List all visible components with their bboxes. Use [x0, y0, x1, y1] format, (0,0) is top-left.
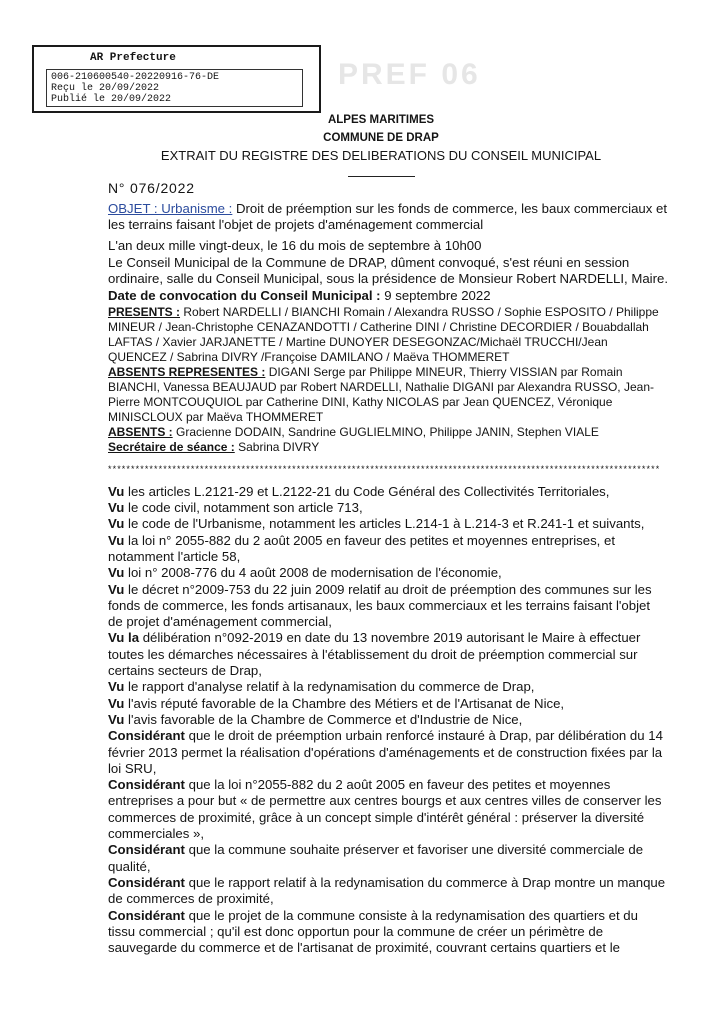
clause-text: que le rapport relatif à la redynamisation du commerce à Drap montre un manque de commerces de proximité,	[108, 874, 666, 907]
clause-text: que le droit de préemption urbain renforcé instauré à Drap, par délibération du 14 février 2013 permet la réalisation d'opérations d'aménagements et de construction fixées par la loi SRU,	[108, 728, 663, 776]
session-date-line: L'an deux mille vingt-deux, le 16 du mois de septembre à 10h00	[108, 238, 482, 253]
clause-text: la loi n° 2055-882 du 2 août 2005 en faveur des petites et moyennes entreprises, et notamment l'article 58,	[108, 532, 615, 564]
prefecture-box-title: AR Prefecture	[90, 52, 176, 64]
absents-line	[108, 425, 668, 440]
convocation-line	[108, 288, 668, 305]
clause-lead: Considérant	[108, 874, 185, 890]
clause-text: le code de l'Urbanisme, notamment les articles L.214-1 à L.214-3 et R.241-1 et suivants,	[128, 516, 645, 532]
absents-label: ABSENTS :	[108, 424, 173, 439]
clause-paragraph	[108, 484, 668, 500]
clause-text: que le projet de la commune consiste à la redynamisation des quartiers et du tissu commercial ; qu'il est donc opportun pour la commune de créer un périmètre de sauvegarde du commerce et de l'artisanat de proximité, couvrant certains quartiers et le	[108, 907, 638, 956]
department-title: ALPES MARITIMES	[327, 114, 435, 126]
clause-paragraph	[108, 712, 668, 728]
clause-paragraph	[108, 842, 668, 875]
clause-lead: Vu	[108, 581, 125, 597]
prefecture-published-line: Publié le 20/09/2022	[51, 94, 172, 105]
convocation-value: 9 septembre 2022	[384, 288, 491, 304]
objet-paragraph	[108, 201, 668, 233]
clause-paragraph	[108, 533, 668, 566]
clause-text: le code civil, notamment son article 713,	[128, 500, 363, 516]
register-title: EXTRAIT DU REGISTRE DES DELIBERATIONS DU CONSEIL MUNICIPAL	[160, 148, 602, 163]
clause-paragraph	[108, 516, 668, 532]
objet-text: Droit de préemption sur les fonds de commerce, les baux commerciaux et les terrains faisant l'objet de projets d'aménagement commercial	[108, 201, 667, 232]
clause-paragraph	[108, 582, 668, 631]
clause-text: que la loi n°2055-882 du 2 août 2005 en faveur des petites et moyennes entreprises a pour but « de permettre aux centres bourgs et aux centres villes de conserver les commerces de proximité, grâce à un concept simple d'intérêt général : préserver la diversité commerciales »,	[108, 777, 662, 842]
clause-lead: Vu	[108, 516, 125, 532]
session-description: Le Conseil Municipal de la Commune de DRAP, dûment convoqué, s'est réuni en session ordinaire, salle du Conseil Municipal, sous la présidence de Monsieur Robert NARDELLI, Maire.	[108, 254, 669, 287]
prefecture-stamp: PREF 06	[338, 58, 481, 91]
clause-paragraph	[108, 777, 668, 842]
absents-representes-label: ABSENTS REPRESENTES :	[108, 364, 266, 379]
clause-lead: Considérant	[108, 777, 185, 793]
clause-paragraph	[108, 696, 668, 712]
clause-paragraph	[108, 565, 668, 581]
clause-lead: Vu	[108, 695, 125, 711]
secretaire-line	[108, 440, 668, 455]
secretaire-value: Sabrina DIVRY	[238, 439, 320, 454]
clauses-list	[108, 484, 668, 957]
clause-text: l'avis réputé favorable de la Chambre des Métiers et de l'Artisanat de Nice,	[128, 695, 565, 711]
asterisk-separator: ************************************************************************************************************************	[108, 463, 661, 474]
clause-paragraph	[108, 500, 668, 516]
presents-label: PRESENTS :	[108, 304, 181, 319]
prefecture-acknowledgment-box	[32, 45, 321, 113]
clause-lead: Considérant	[108, 728, 185, 744]
header-divider	[348, 176, 415, 177]
clause-text: délibération n°092-2019 en date du 13 novembre 2019 autorisant le Maire à effectuer toutes les démarches nécessaires à l'établissement du droit de préemption commercial sur certains secteurs de Drap,	[108, 630, 641, 679]
presents-line	[108, 305, 668, 365]
clause-lead: Considérant	[108, 842, 185, 858]
absents-value: Gracienne DODAIN, Sandrine GUGLIELMINO, Philippe JANIN, Stephen VIALE	[176, 424, 599, 439]
clause-lead: Vu	[108, 679, 125, 695]
clause-lead: Vu	[108, 532, 125, 548]
clause-paragraph	[108, 728, 668, 777]
clause-paragraph	[108, 908, 668, 957]
clause-text: les articles L.2121-29 et L.2122-21 du Code Général des Collectivités Territoriales,	[128, 483, 610, 499]
absents-representes-line	[108, 365, 668, 425]
commune-title: COMMUNE DE DRAP	[323, 132, 439, 144]
clause-lead: Considérant	[108, 907, 185, 923]
clause-text: le décret n°2009-753 du 22 juin 2009 relatif au droit de préemption des communes sur les fonds de commerce, les fonds artisanaux, les baux commerciaux et les terrains faisant l'objet de projet d'aménagement commercial,	[108, 581, 652, 630]
clause-lead: Vu	[108, 711, 125, 727]
document-header	[100, 111, 662, 165]
prefecture-box-details	[46, 69, 303, 107]
clause-lead: Vu la	[108, 630, 140, 646]
clause-lead: Vu	[108, 483, 125, 499]
secretaire-label: Secrétaire de séance :	[108, 439, 235, 454]
prefecture-reference-line: 006-210600540-20220916-76-DE	[51, 72, 220, 83]
clause-text: l'avis favorable de la Chambre de Commerce et d'Industrie de Nice,	[128, 711, 523, 727]
clause-paragraph	[108, 875, 668, 908]
objet-label: OBJET : Urbanisme :	[108, 201, 233, 216]
document-body	[108, 180, 668, 956]
deliberation-number: N° 076/2022	[108, 180, 195, 196]
clause-lead: Vu	[108, 500, 125, 516]
clause-text: que la commune souhaite préserver et favoriser une diversité commerciale de qualité,	[108, 842, 644, 874]
presents-value: Robert NARDELLI / BIANCHI Romain / Alexandra RUSSO / Sophie ESPOSITO / Philippe MINEUR / Jean-Christophe CENAZANDOTTI / Catherine DINI / Christine DECORDIER / Bouabdallah LAFTAS / Xavier JARJANETTE / Martine DUNOYER DESEGONZAC/Michaël TRUCCHI/Jean QUENCEZ / Sabrina DIVRY /Françoise DAMILANO / Maëva THOMMERET	[108, 304, 659, 364]
clause-paragraph	[108, 679, 668, 695]
convocation-label: Date de convocation du Conseil Municipal :	[108, 288, 381, 304]
clause-text: loi n° 2008-776 du 4 août 2008 de modernisation de l'économie,	[128, 565, 502, 581]
clause-text: le rapport d'analyse relatif à la redynamisation du commerce de Drap,	[128, 679, 535, 695]
absents-representes-value: DIGANI Serge par Philippe MINEUR, Thierry VISSIAN par Romain BIANCHI, Vanessa BEAUJAUD par Robert NARDELLI, Nathalie DIGANI par Alexandra RUSSO, Jean-Pierre MONTCOUQUIOL par Catherine DINI, Kathy NICOLAS par Jean QUENCEZ, Véronique MINISCLOUX par Maëva THOMMERET	[108, 364, 654, 424]
session-intro	[108, 238, 668, 305]
clause-lead: Vu	[108, 565, 125, 581]
prefecture-received-line: Reçu le 20/09/2022	[51, 83, 160, 94]
clause-paragraph	[108, 630, 668, 679]
attendance-block	[108, 305, 668, 455]
